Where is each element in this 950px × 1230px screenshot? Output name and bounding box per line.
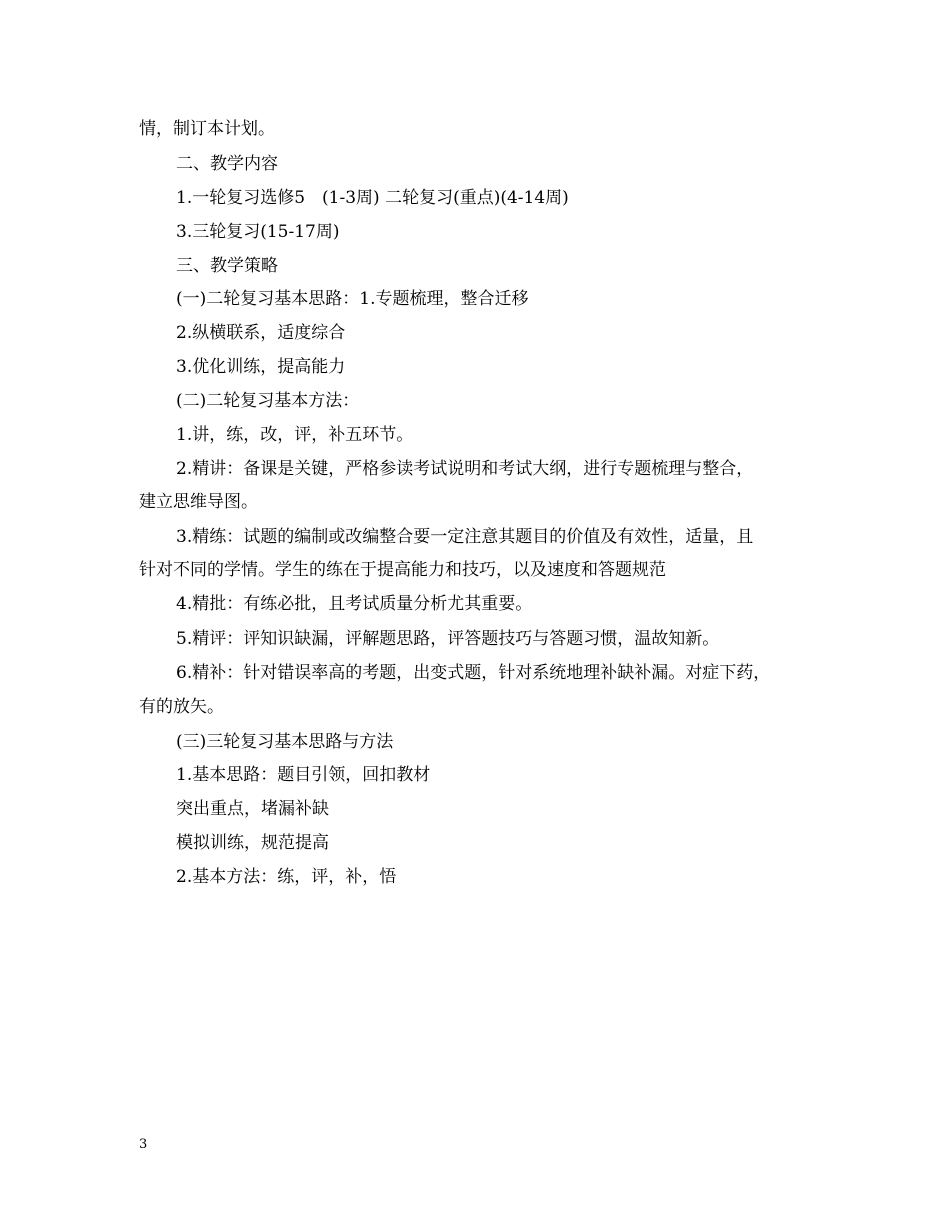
text-line: 突出重点，堵漏补缺 bbox=[176, 799, 329, 819]
text-line: (二)二轮复习基本方法： bbox=[176, 391, 360, 411]
text-line: (一)二轮复习基本思路：1.专题梳理，整合迁移 bbox=[176, 289, 529, 309]
text-line: 建立思维导图。 bbox=[139, 492, 258, 512]
section-heading: 二、教学内容 bbox=[176, 154, 278, 174]
text-line: 3.优化训练，提高能力 bbox=[176, 357, 346, 377]
text-line: 6.精补：针对错误率高的考题，出变式题，针对系统地理补缺补漏。对症下药， bbox=[176, 663, 771, 683]
text-line: 1.基本思路：题目引领，回扣教材 bbox=[176, 765, 431, 785]
text-line: 3.三轮复习(15-17周) bbox=[176, 222, 340, 242]
text-line: 有的放矢。 bbox=[139, 697, 224, 717]
text-line: 5.精评：评知识缺漏，评解题思路，评答题技巧与答题习惯，温故知新。 bbox=[176, 629, 720, 649]
text-line: 1.一轮复习选修5 (1-3周) 二轮复习(重点)(4-14周) bbox=[176, 188, 569, 208]
section-heading: 三、教学策略 bbox=[176, 256, 278, 276]
text-line: 2.纵横联系，适度综合 bbox=[176, 323, 346, 343]
text-line: 3.精练：试题的编制或改编整合要一定注意其题目的价值及有效性，适量，且 bbox=[176, 527, 754, 547]
page-number: 3 bbox=[139, 1137, 148, 1152]
text-line: 4.精批：有练必批，且考试质量分析尤其重要。 bbox=[176, 594, 533, 614]
text-line: 情，制订本计划。 bbox=[139, 119, 275, 139]
text-line: 1.讲，练，改，评，补五环节。 bbox=[176, 425, 414, 445]
text-line: 2.精讲：备课是关键，严格参读考试说明和考试大纲，进行专题梳理与整合， bbox=[176, 459, 754, 479]
section-heading: (三)三轮复习基本思路与方法 bbox=[176, 732, 394, 752]
text-line: 2.基本方法：练，评，补，悟 bbox=[176, 867, 397, 887]
text-line: 模拟训练，规范提高 bbox=[176, 833, 329, 853]
text-line: 针对不同的学情。学生的练在于提高能力和技巧，以及速度和答题规范 bbox=[139, 560, 666, 580]
